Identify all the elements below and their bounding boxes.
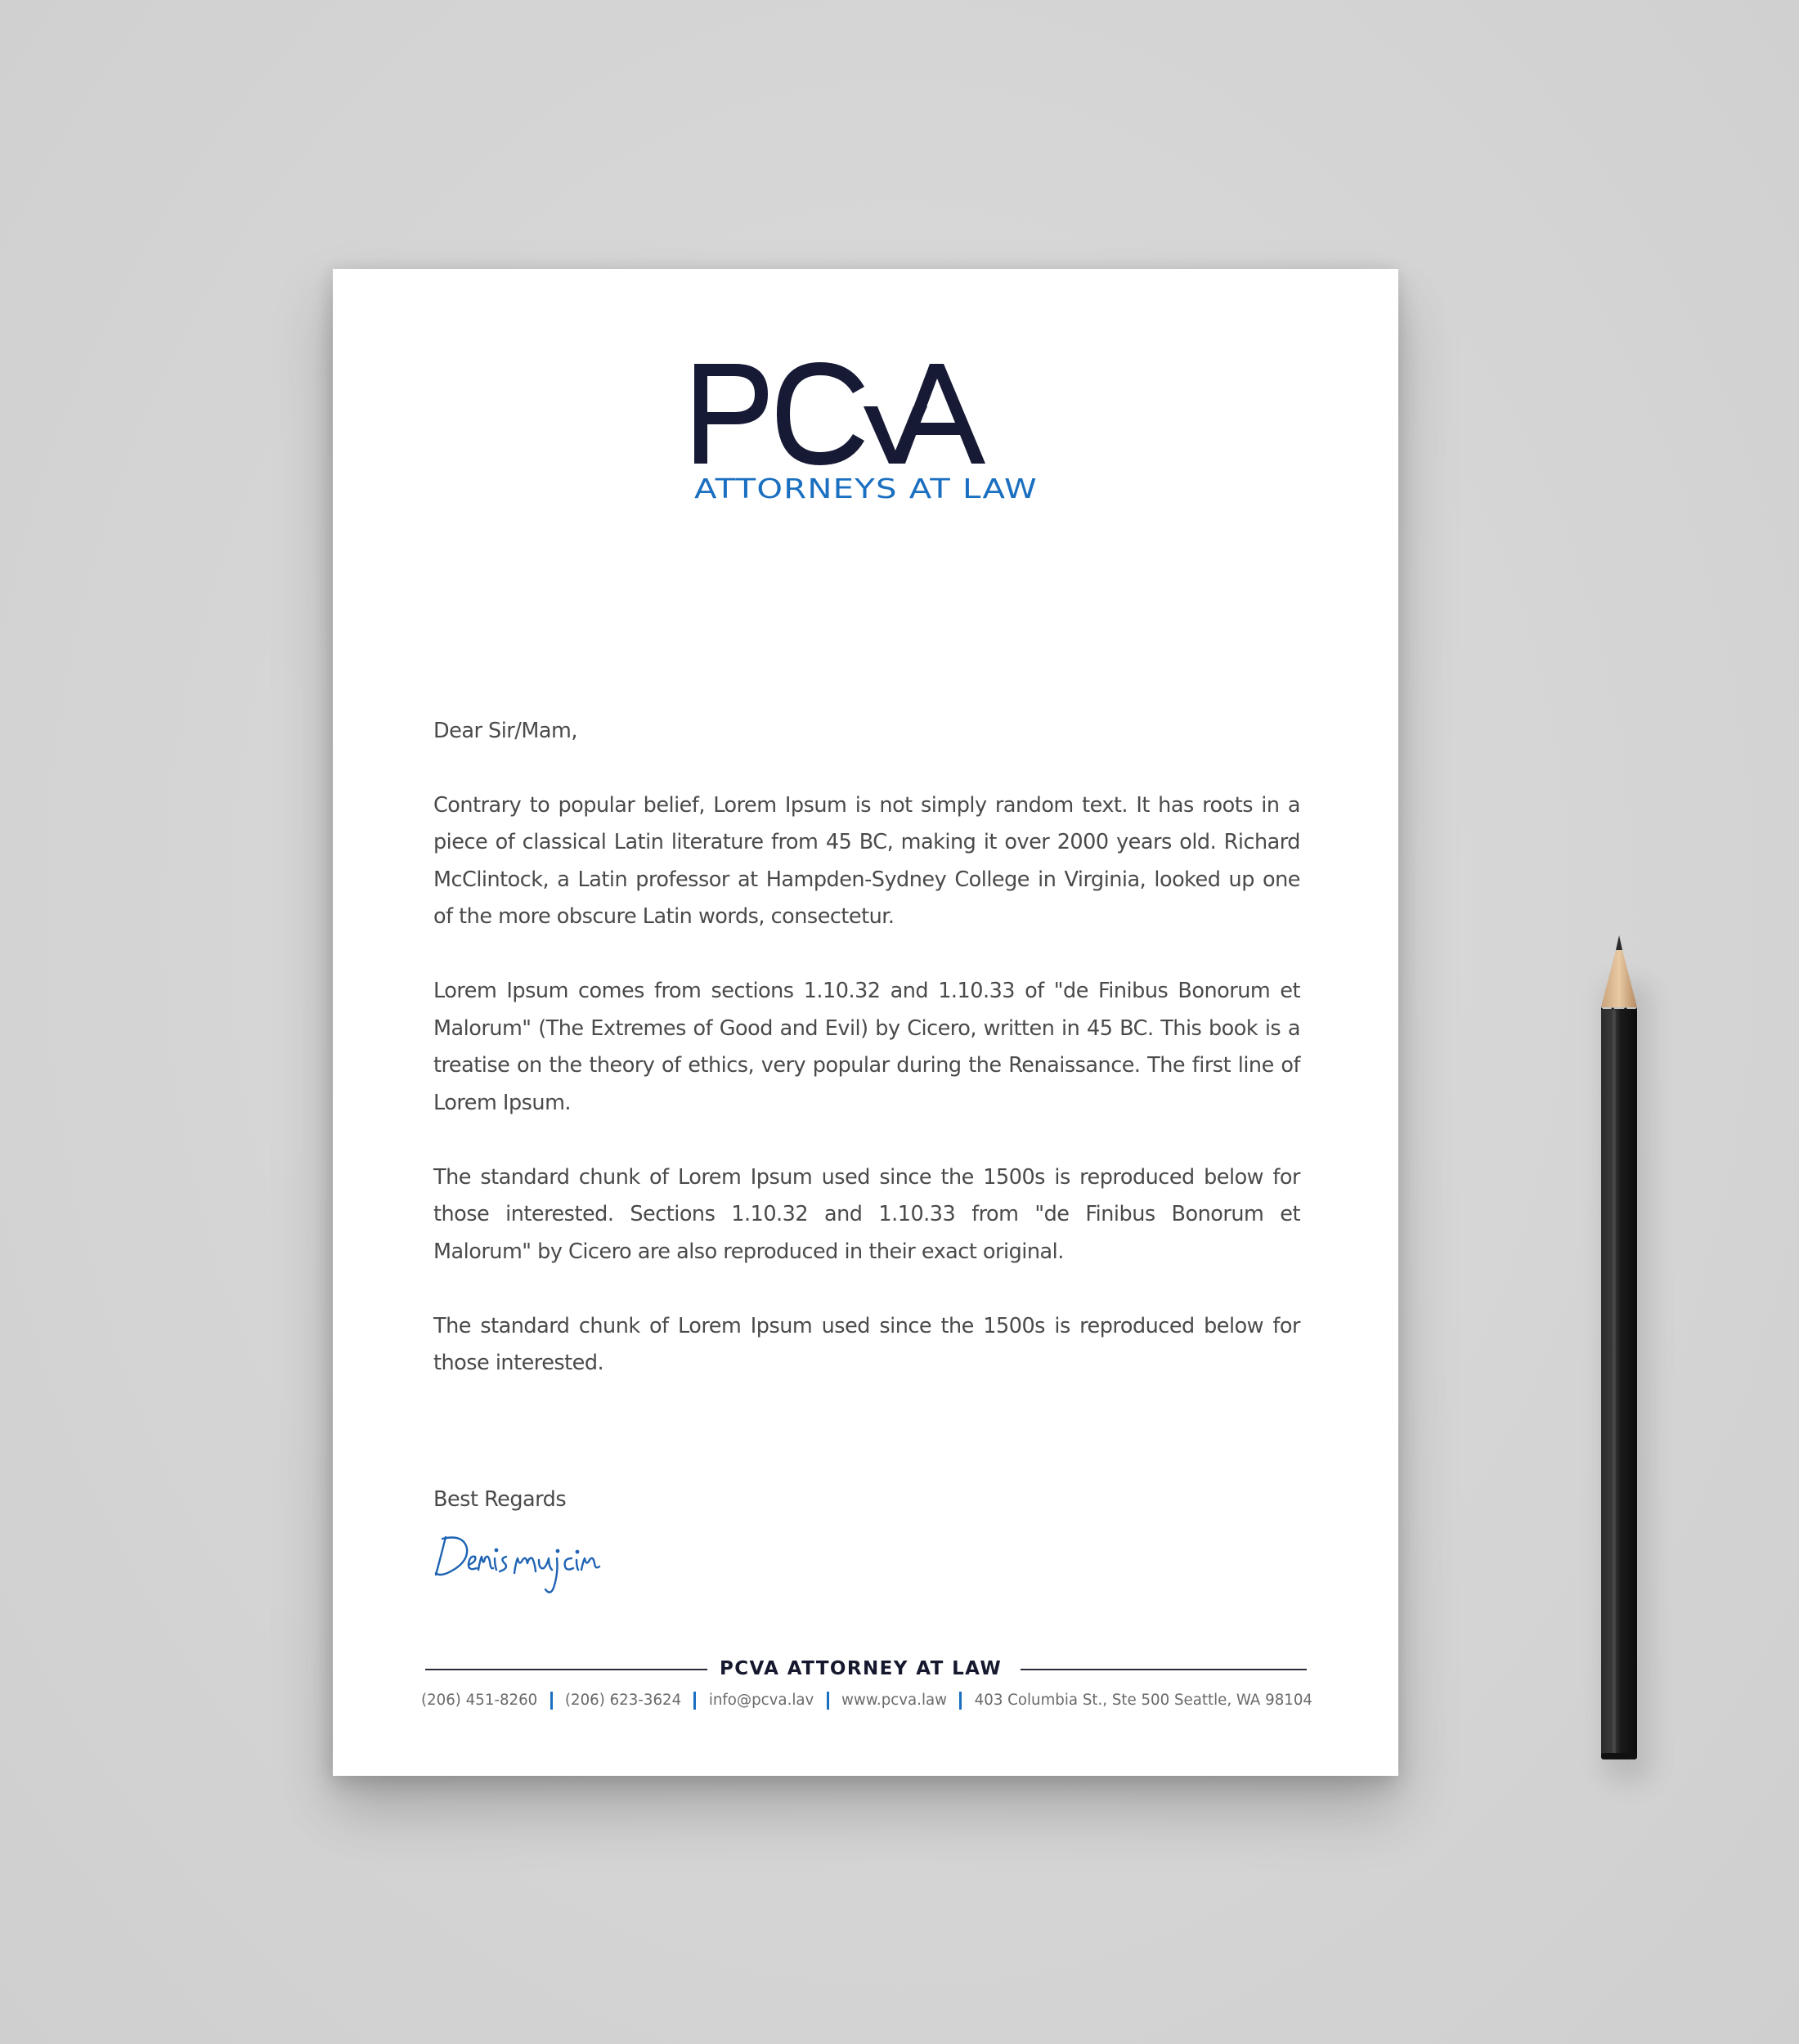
- paragraph-4: The standard chunk of Lorem Ipsum used since the 1500s is reproduced below for those interested.: [433, 1313, 1300, 1375]
- handwritten-signature: [431, 1516, 627, 1598]
- pencil-drawing: [1586, 932, 1652, 1766]
- footer-title: PCVA ATTORNEY AT LAW: [720, 1658, 1003, 1679]
- footer-website: www.pcva.law: [841, 1692, 948, 1709]
- footer-divider-left: [425, 1669, 707, 1670]
- letterhead-sheet: [333, 269, 1398, 1776]
- footer-phone-1: (206) 451-8260: [421, 1692, 538, 1709]
- footer-divider-right: [1021, 1669, 1307, 1670]
- paragraph-1: Contrary to popular belief, Lorem Ipsum is not simply random text. It has roots in a piece of classical Latin literature from 45 BC, making it over 2000 years old. Richard McClintock, a Latin professor at Hampden-Sydney College in Virginia, looked up one of the more obscure Latin words, consectetur.: [433, 792, 1300, 929]
- footer-separator: [693, 1692, 696, 1710]
- footer-separator: [959, 1692, 962, 1710]
- paragraph-2: Lorem Ipsum comes from sections 1.10.32 and 1.10.33 of "de Finibus Bonorum et Malorum" (The Extremes of Good and Evil) by Cicero, written in 45 BC. This book is a treatise on the theory of ethics, very popular during the Renaissance. The first line of Lorem Ipsum.: [433, 979, 1300, 1115]
- closing-line: Best Regards: [433, 1487, 567, 1512]
- pencil-prop: [1586, 932, 1652, 1766]
- footer-separator: [550, 1692, 553, 1710]
- salutation: Dear Sir/Mam,: [433, 719, 577, 743]
- footer-header: [425, 1652, 1308, 1685]
- footer-contacts: [421, 1688, 1312, 1713]
- signature-drawing: [431, 1516, 627, 1598]
- footer-phone-2: (206) 623-3624: [564, 1692, 682, 1709]
- pcva-logo: [693, 359, 1039, 506]
- footer-separator: [827, 1692, 829, 1710]
- logo-tagline: ATTORNEYS AT LAW: [694, 473, 1038, 504]
- footer-address: 403 Columbia St., Ste 500 Seattle, WA 98104: [974, 1692, 1312, 1709]
- pcva-logo-mark: [693, 359, 1039, 506]
- letter-body: [433, 713, 1300, 1419]
- footer-email: info@pcva.lav: [708, 1692, 814, 1709]
- paragraph-3: The standard chunk of Lorem Ipsum used since the 1500s is reproduced below for those interested. Sections 1.10.32 and 1.10.33 from "de Finibus Bonorum et Malorum" by Cicero are also reproduced in their exact original.: [433, 1164, 1300, 1264]
